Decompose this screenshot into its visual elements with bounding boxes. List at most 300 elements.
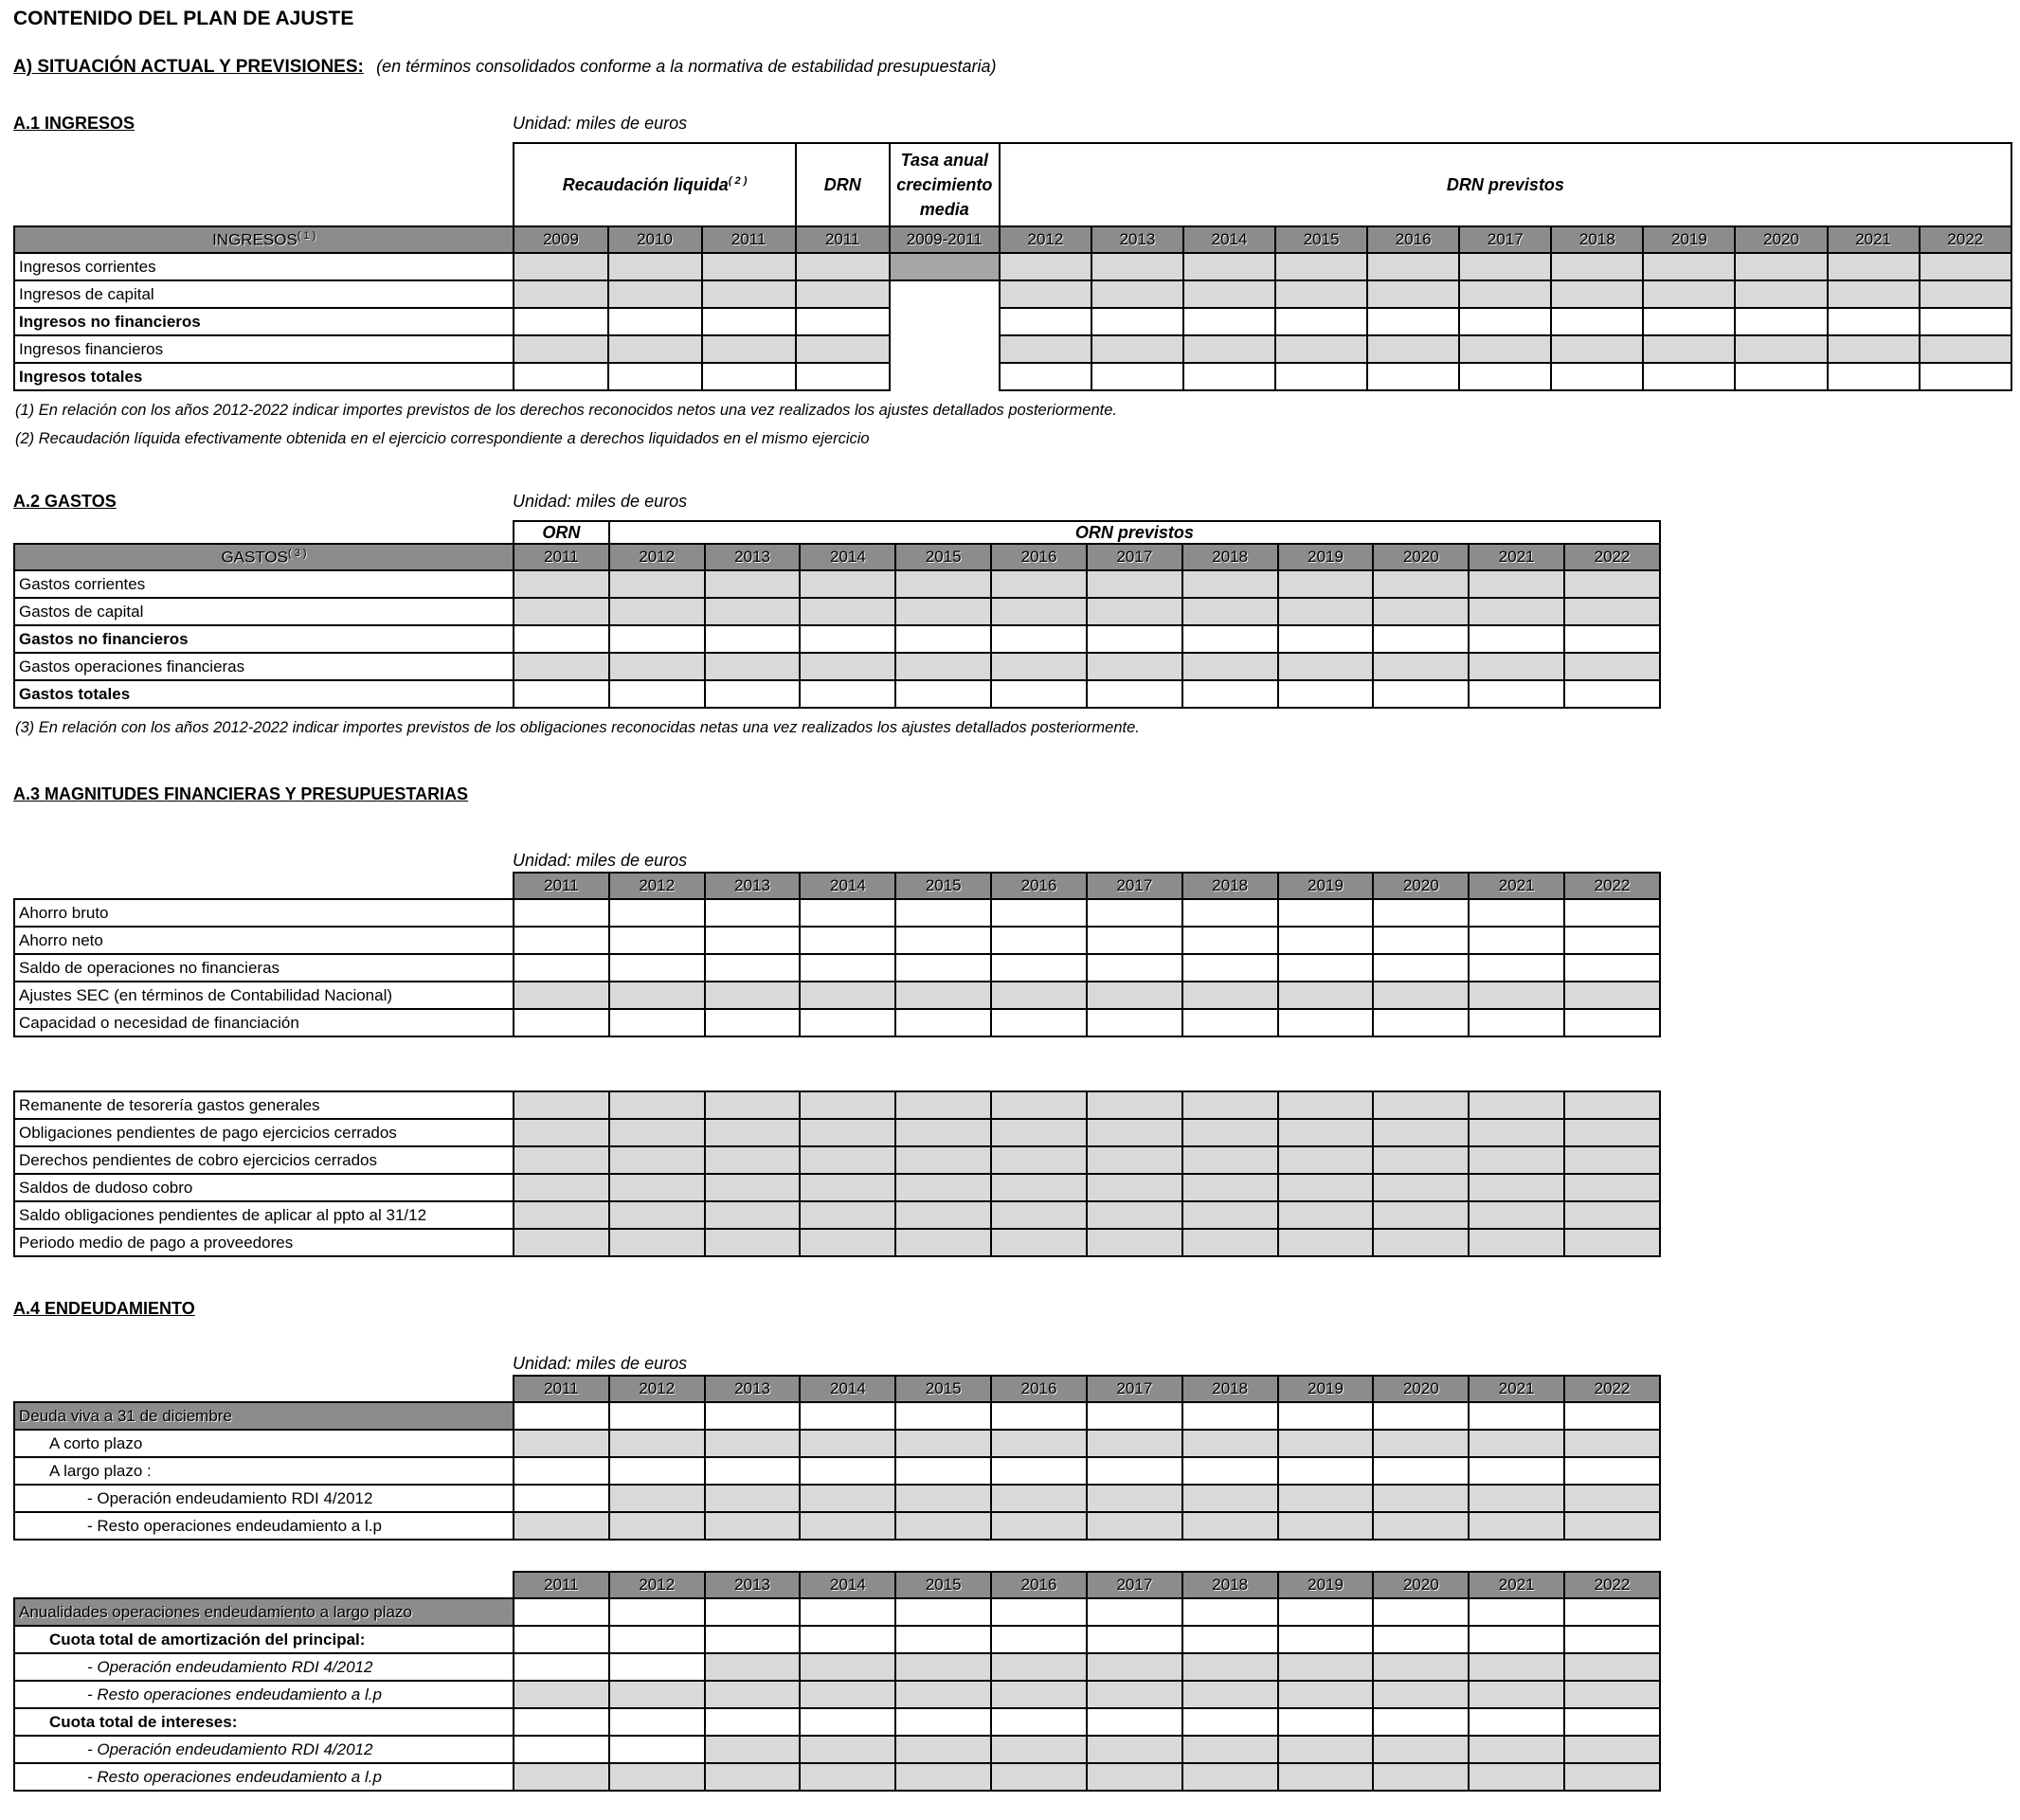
data-cell <box>608 280 702 308</box>
table-row <box>14 1229 1660 1256</box>
year-cell: 2013 <box>1091 226 1183 253</box>
data-cell <box>800 1763 895 1791</box>
data-cell <box>705 680 801 708</box>
row-label: Ingresos financieros <box>14 335 514 363</box>
data-cell <box>1920 308 2011 335</box>
data-cell <box>991 1736 1087 1763</box>
data-cell <box>609 1402 705 1430</box>
data-cell <box>1182 1146 1278 1174</box>
year-cell: 2014 <box>800 1376 895 1402</box>
data-cell <box>1469 1146 1564 1174</box>
data-cell <box>796 363 890 390</box>
data-cell <box>991 598 1087 625</box>
data-cell <box>1459 280 1551 308</box>
row-label: Gastos totales <box>14 680 514 708</box>
table-row <box>14 1457 1660 1485</box>
data-cell <box>1373 1763 1469 1791</box>
data-cell <box>991 1763 1087 1791</box>
data-cell <box>1278 954 1374 982</box>
data-cell <box>1000 253 1091 280</box>
data-cell <box>1087 1229 1182 1256</box>
data-cell <box>991 625 1087 653</box>
data-cell <box>800 680 895 708</box>
data-cell <box>991 1174 1087 1201</box>
data-cell <box>609 1626 705 1653</box>
anualidades-table <box>13 1571 1661 1792</box>
data-cell <box>1373 1091 1469 1119</box>
year-cell: 2015 <box>895 1572 991 1598</box>
recaudacion-header <box>514 143 795 226</box>
data-cell <box>514 1653 609 1681</box>
data-cell <box>705 625 801 653</box>
data-cell <box>1087 1763 1182 1791</box>
data-cell <box>796 253 890 280</box>
data-cell <box>514 1708 609 1736</box>
data-cell <box>705 1681 801 1708</box>
data-cell <box>800 625 895 653</box>
data-cell <box>800 598 895 625</box>
row-label: Ahorro neto <box>14 927 514 954</box>
year-cell: 2015 <box>895 544 991 570</box>
data-cell <box>1182 1119 1278 1146</box>
data-cell <box>609 570 705 598</box>
data-cell <box>1278 1598 1374 1626</box>
data-cell <box>1367 253 1459 280</box>
data-cell <box>895 1626 991 1653</box>
data-cell <box>1182 1598 1278 1626</box>
data-cell <box>1643 335 1735 363</box>
data-cell <box>514 1626 609 1653</box>
data-cell <box>991 680 1087 708</box>
year-cell: 2011 <box>514 873 609 899</box>
section-a-heading-line <box>13 57 2011 78</box>
data-cell <box>800 1457 895 1485</box>
data-cell <box>895 927 991 954</box>
data-cell <box>1564 625 1660 653</box>
data-cell <box>1182 1763 1278 1791</box>
data-cell <box>1564 680 1660 708</box>
year-cell: 2016 <box>991 1572 1087 1598</box>
table-row <box>14 927 1660 954</box>
data-cell <box>1469 1626 1564 1653</box>
data-cell <box>514 280 607 308</box>
data-cell <box>1182 1402 1278 1430</box>
data-cell <box>705 982 801 1009</box>
data-cell <box>1373 1653 1469 1681</box>
data-cell <box>895 1229 991 1256</box>
table-row <box>14 1119 1660 1146</box>
year-range-cell: 2009-2011 <box>890 226 1000 253</box>
data-cell <box>514 1457 609 1485</box>
a2-heading: A.2 GASTOS <box>13 492 117 511</box>
data-cell <box>1551 363 1643 390</box>
gastos-top-header-row <box>14 521 1660 544</box>
data-cell <box>1373 899 1469 927</box>
data-cell <box>1275 363 1367 390</box>
data-cell <box>1183 363 1275 390</box>
gastos-year-header-row <box>14 544 1660 570</box>
year-cell-drn: 2011 <box>796 226 890 253</box>
data-cell <box>1278 1708 1374 1736</box>
row-label: A largo plazo : <box>14 1457 514 1485</box>
data-cell <box>514 1598 609 1626</box>
recaudacion-superscript: ( 2 ) <box>728 174 748 187</box>
data-cell <box>702 335 796 363</box>
data-cell <box>608 363 702 390</box>
data-cell <box>514 982 609 1009</box>
year-cell: 2018 <box>1182 1376 1278 1402</box>
data-cell <box>1643 253 1735 280</box>
data-cell <box>1278 1229 1374 1256</box>
deuda-year-header-row <box>14 1376 1660 1402</box>
data-cell <box>514 927 609 954</box>
data-cell <box>1373 927 1469 954</box>
data-cell <box>1278 1402 1374 1430</box>
data-cell <box>800 1708 895 1736</box>
data-cell <box>609 1736 705 1763</box>
data-cell <box>1367 280 1459 308</box>
data-cell <box>800 1201 895 1229</box>
data-cell <box>1091 253 1183 280</box>
table-row <box>14 1653 1660 1681</box>
year-cell: 2018 <box>1182 1572 1278 1598</box>
data-cell <box>1564 1708 1660 1736</box>
data-cell <box>1469 982 1564 1009</box>
data-cell <box>514 1402 609 1430</box>
data-cell <box>1459 253 1551 280</box>
data-cell <box>1920 363 2011 390</box>
data-cell <box>609 1598 705 1626</box>
data-cell <box>705 598 801 625</box>
anualidades-year-header-row <box>14 1572 1660 1598</box>
empty-corner-cell <box>14 1376 514 1402</box>
data-cell <box>1278 1146 1374 1174</box>
data-cell <box>1373 954 1469 982</box>
ingresos-top-header-row <box>14 143 2011 226</box>
data-cell <box>895 1119 991 1146</box>
data-cell <box>514 1430 609 1457</box>
data-cell <box>1564 1146 1660 1174</box>
table-row <box>14 308 2011 335</box>
year-cell: 2021 <box>1469 1572 1564 1598</box>
data-cell <box>1735 335 1827 363</box>
data-cell <box>991 927 1087 954</box>
data-cell <box>705 1626 801 1653</box>
data-cell <box>1183 253 1275 280</box>
data-cell <box>991 1119 1087 1146</box>
empty-corner-cell <box>14 143 514 226</box>
data-cell <box>1469 570 1564 598</box>
data-cell <box>1469 1708 1564 1736</box>
row-label: Derechos pendientes de cobro ejercicios cerrados <box>14 1146 514 1174</box>
data-cell <box>609 1708 705 1736</box>
year-cell: 2012 <box>609 873 705 899</box>
data-cell <box>514 1009 609 1036</box>
data-cell <box>609 899 705 927</box>
row-label: Ingresos corrientes <box>14 253 514 280</box>
data-cell <box>800 899 895 927</box>
data-cell <box>702 253 796 280</box>
row-label: Gastos no financieros <box>14 625 514 653</box>
data-cell <box>1278 1091 1374 1119</box>
gastos-row-header-label: GASTOS <box>221 548 288 567</box>
data-cell <box>705 1091 801 1119</box>
data-cell <box>1643 280 1735 308</box>
data-cell <box>1564 1681 1660 1708</box>
data-cell <box>1373 1708 1469 1736</box>
year-cell: 2016 <box>1367 226 1459 253</box>
data-cell <box>514 899 609 927</box>
data-cell <box>1564 1763 1660 1791</box>
a2-heading-row <box>13 492 2011 514</box>
data-cell <box>991 1430 1087 1457</box>
page-title: CONTENIDO DEL PLAN DE AJUSTE <box>13 8 354 29</box>
data-cell <box>1278 982 1374 1009</box>
row-label: - Resto operaciones endeudamiento a l.p <box>14 1681 514 1708</box>
data-cell <box>800 1653 895 1681</box>
data-cell <box>705 1485 801 1512</box>
data-cell <box>991 982 1087 1009</box>
data-cell <box>609 653 705 680</box>
data-cell <box>514 680 609 708</box>
orn-header: ORN <box>514 521 609 544</box>
empty-corner-cell <box>14 521 514 544</box>
data-cell <box>1087 1485 1182 1512</box>
data-cell <box>514 308 607 335</box>
data-cell <box>609 1763 705 1791</box>
data-cell <box>1182 1009 1278 1036</box>
table-row <box>14 680 1660 708</box>
data-cell <box>1373 1146 1469 1174</box>
data-cell <box>895 1402 991 1430</box>
data-cell <box>991 570 1087 598</box>
data-cell <box>514 1763 609 1791</box>
data-cell <box>514 653 609 680</box>
data-cell <box>609 1653 705 1681</box>
data-cell <box>1373 1174 1469 1201</box>
data-cell <box>1564 1201 1660 1229</box>
data-cell <box>1278 1201 1374 1229</box>
data-cell <box>702 363 796 390</box>
ingresos-year-header-row <box>14 226 2011 253</box>
data-cell <box>1087 570 1182 598</box>
data-cell <box>991 1201 1087 1229</box>
data-cell <box>895 1091 991 1119</box>
table-row <box>14 1174 1660 1201</box>
data-cell <box>895 982 991 1009</box>
data-cell <box>1373 1485 1469 1512</box>
data-cell <box>1091 363 1183 390</box>
data-cell <box>800 1512 895 1540</box>
data-cell <box>800 1598 895 1626</box>
table-row <box>14 280 2011 308</box>
data-cell <box>796 335 890 363</box>
year-cell: 2017 <box>1087 1572 1182 1598</box>
year-cell: 2022 <box>1564 873 1660 899</box>
year-cell: 2018 <box>1182 873 1278 899</box>
data-cell <box>1373 1457 1469 1485</box>
data-cell <box>991 1457 1087 1485</box>
data-cell <box>608 308 702 335</box>
table-row <box>14 1146 1660 1174</box>
data-cell <box>609 1681 705 1708</box>
a4-unit-label: Unidad: miles de euros <box>513 1354 688 1373</box>
data-cell <box>1564 927 1660 954</box>
year-cell: 2021 <box>1828 226 1920 253</box>
footnote-1: (1) En relación con los años 2012-2022 indicar importes previstos de los derechos reconocidos netos una vez realizados los ajustes detallados posteriormente. <box>15 402 1117 419</box>
a3-unit-row <box>13 851 2011 872</box>
year-cell: 2015 <box>895 873 991 899</box>
data-cell <box>1278 927 1374 954</box>
table-row <box>14 1009 1660 1036</box>
data-cell <box>1275 253 1367 280</box>
year-cell: 2022 <box>1564 544 1660 570</box>
data-cell <box>1828 363 1920 390</box>
deuda-viva-row-header: Deuda viva a 31 de diciembre <box>14 1402 514 1430</box>
data-cell <box>1278 1763 1374 1791</box>
data-cell <box>1469 1091 1564 1119</box>
data-cell <box>1459 363 1551 390</box>
year-cell: 2009 <box>514 226 607 253</box>
data-cell <box>895 1708 991 1736</box>
year-cell: 2014 <box>800 544 895 570</box>
section-a-note: (en términos consolidados conforme a la normativa de estabilidad presupuestaria) <box>376 57 997 76</box>
data-cell <box>991 1009 1087 1036</box>
data-cell <box>1564 598 1660 625</box>
data-cell <box>1087 954 1182 982</box>
year-cell: 2013 <box>705 1376 801 1402</box>
data-cell <box>705 1457 801 1485</box>
table-row <box>14 899 1660 927</box>
data-cell <box>1087 1430 1182 1457</box>
a2-unit-label: Unidad: miles de euros <box>513 492 688 511</box>
data-cell <box>991 1653 1087 1681</box>
a4-heading: A.4 ENDEUDAMIENTO <box>13 1299 195 1318</box>
recaudacion-header-label: Recaudación liquida <box>562 174 729 194</box>
data-cell <box>1087 1457 1182 1485</box>
data-cell <box>609 927 705 954</box>
a1-heading: A.1 INGRESOS <box>13 114 135 133</box>
data-cell <box>895 1430 991 1457</box>
data-cell <box>1278 570 1374 598</box>
data-cell <box>1000 335 1091 363</box>
data-cell <box>895 1681 991 1708</box>
data-cell <box>1182 927 1278 954</box>
data-cell <box>800 1229 895 1256</box>
data-cell <box>800 1174 895 1201</box>
data-cell <box>1920 280 2011 308</box>
data-cell <box>1087 1119 1182 1146</box>
data-cell <box>1182 1708 1278 1736</box>
data-cell <box>895 680 991 708</box>
data-cell <box>991 1229 1087 1256</box>
data-cell <box>1920 253 2011 280</box>
year-cell: 2011 <box>514 1376 609 1402</box>
data-cell <box>1182 954 1278 982</box>
data-cell <box>895 1146 991 1174</box>
data-cell <box>1087 625 1182 653</box>
data-cell <box>895 1763 991 1791</box>
data-cell <box>1278 1681 1374 1708</box>
drn-header: DRN <box>796 143 890 226</box>
row-label: - Operación endeudamiento RDI 4/2012 <box>14 1736 514 1763</box>
data-cell <box>1000 308 1091 335</box>
data-cell <box>609 1229 705 1256</box>
row-label: Obligaciones pendientes de pago ejercicios cerrados <box>14 1119 514 1146</box>
year-cell: 2017 <box>1459 226 1551 253</box>
data-cell <box>1182 1626 1278 1653</box>
data-cell <box>1828 280 1920 308</box>
year-cell: 2014 <box>800 873 895 899</box>
data-cell <box>702 308 796 335</box>
data-cell <box>1091 335 1183 363</box>
data-cell <box>1087 1681 1182 1708</box>
data-cell <box>705 1119 801 1146</box>
a4-unit-row <box>13 1354 2011 1375</box>
data-cell <box>1278 899 1374 927</box>
data-cell <box>609 625 705 653</box>
empty-corner-cell <box>14 1572 514 1598</box>
data-cell <box>1373 1201 1469 1229</box>
table-row <box>14 1598 1660 1626</box>
data-cell <box>991 1402 1087 1430</box>
year-cell: 2013 <box>705 1572 801 1598</box>
row-label: Gastos de capital <box>14 598 514 625</box>
data-cell <box>800 1091 895 1119</box>
year-cell: 2017 <box>1087 1376 1182 1402</box>
row-label: Ingresos no financieros <box>14 308 514 335</box>
data-cell <box>1643 363 1735 390</box>
data-cell <box>1564 1457 1660 1485</box>
data-cell <box>705 927 801 954</box>
data-cell <box>895 1457 991 1485</box>
data-cell <box>1373 1229 1469 1256</box>
year-cell: 2019 <box>1643 226 1735 253</box>
deuda-viva-table <box>13 1375 1661 1541</box>
footnote-3: (3) En relación con los años 2012-2022 indicar importes previstos de los obligaciones reconocidas netas una vez realizados los ajustes detallados posteriormente. <box>15 719 1140 736</box>
data-cell <box>1087 1201 1182 1229</box>
data-cell <box>1182 1430 1278 1457</box>
data-cell <box>991 1598 1087 1626</box>
gastos-table <box>13 520 1661 709</box>
data-cell <box>895 570 991 598</box>
orn-previstos-header: ORN previstos <box>609 521 1660 544</box>
data-cell <box>1278 1736 1374 1763</box>
table-row <box>14 982 1660 1009</box>
row-label: - Resto operaciones endeudamiento a l.p <box>14 1512 514 1540</box>
data-cell <box>1087 927 1182 954</box>
data-cell <box>705 1736 801 1763</box>
year-cell: 2012 <box>609 1572 705 1598</box>
data-cell <box>1735 253 1827 280</box>
magnitudes-table-1 <box>13 872 1661 1037</box>
data-cell <box>1735 308 1827 335</box>
year-cell: 2017 <box>1087 873 1182 899</box>
table-row <box>14 653 1660 680</box>
data-cell <box>1278 1119 1374 1146</box>
data-cell <box>514 1681 609 1708</box>
data-cell <box>895 1009 991 1036</box>
data-cell <box>895 1201 991 1229</box>
data-cell <box>1469 1653 1564 1681</box>
table-row <box>14 625 1660 653</box>
data-cell <box>1278 680 1374 708</box>
data-cell <box>1469 927 1564 954</box>
data-cell <box>1643 308 1735 335</box>
data-cell <box>1373 625 1469 653</box>
data-cell <box>705 1201 801 1229</box>
data-cell <box>1373 1681 1469 1708</box>
